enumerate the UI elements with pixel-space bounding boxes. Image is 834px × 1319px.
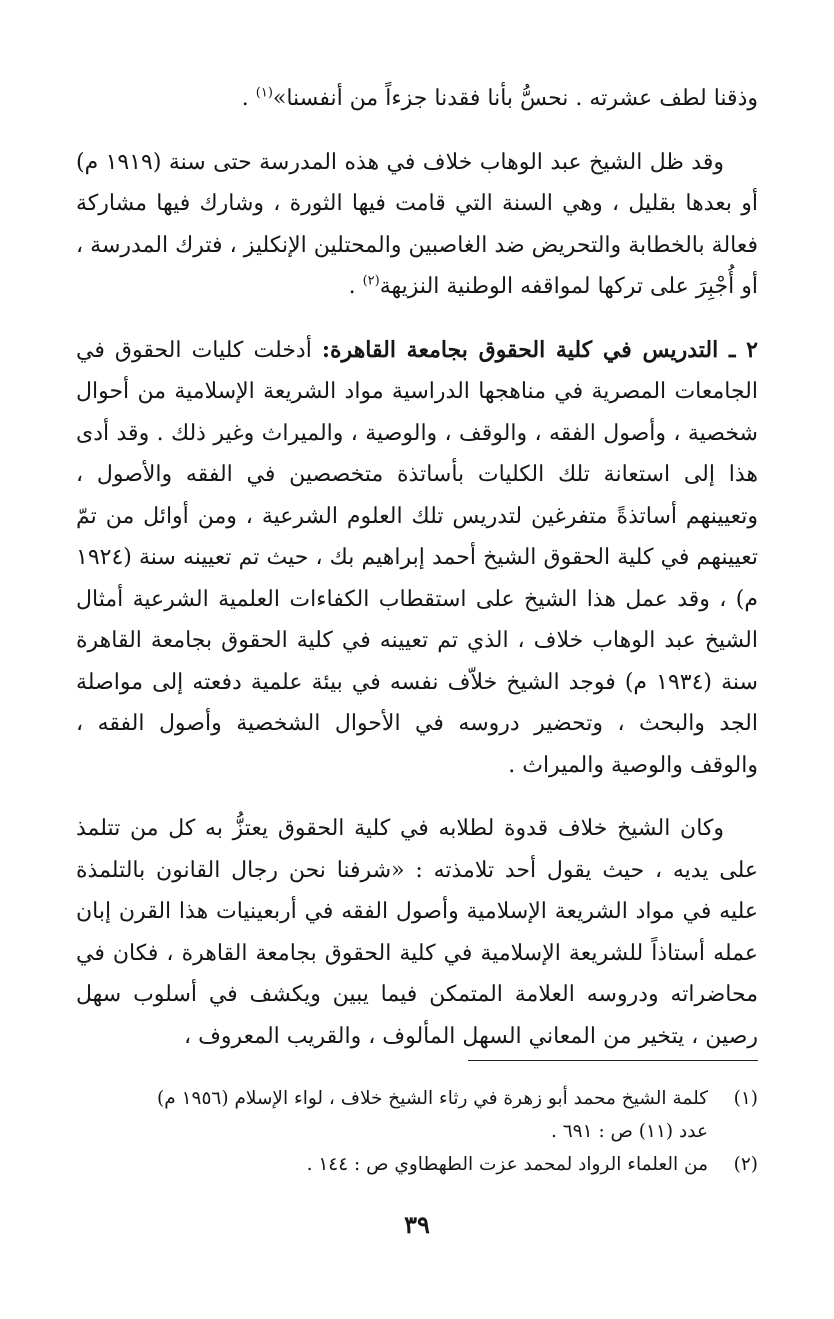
footnote-ref-1[interactable]: (١) — [255, 85, 273, 101]
footnotes — [76, 1082, 758, 1181]
footnote-number: (٢) — [733, 1154, 758, 1175]
footnote-ref-2[interactable]: (٢) — [362, 273, 380, 289]
page-number: ٣٩ — [404, 1210, 430, 1239]
footnote-text: من العلماء الرواد لمحمد عزت الطهطاوي ص : ١٤٤ . — [306, 1154, 708, 1175]
paragraph-end: . — [241, 86, 256, 111]
paragraph-text: وذقنا لطف عشرته . نحسُّ بأنا فقدنا جزءاً من أنفسنا» — [272, 86, 758, 111]
footnote-number: (١) — [733, 1088, 758, 1109]
paragraph-revolution — [76, 142, 758, 308]
section-heading: ٢ ـ التدريس في كلية الحقوق بجامعة القاهرة: — [321, 336, 758, 363]
paragraph-teaching — [76, 330, 758, 787]
footnote-divider — [468, 1060, 758, 1061]
footnote-text: كلمة الشيخ محمد أبو زهرة في رثاء الشيخ خلاف ، لواء الإسلام (١٩٥٦ م) — [157, 1088, 708, 1109]
paragraph-text: وكان الشيخ خلاف قدوة لطلابه في كلية الحقوق يعتزُّ به كل من تتلمذ على يديه ، حيث يقول أحد تلامذته : «شرفنا نحن رجال القانون بالتلمذة عليه في مواد الشريعة الإسلامية وأصول الفقه في أربعينيات هذا القرن إبان عمله أستاذاً للشريعة الإسلامية في كلية الحقوق بجامعة القاهرة ، فكان في محاضراته ودروسه العلامة المتمكن فيما يبين ويكشف في أسلوب سهل رصين ، يتخير من المعاني السهل المألوف ، والقريب المعروف ، — [76, 816, 758, 1049]
paragraph-text: وقد ظل الشيخ عبد الوهاب خلاف في هذه المدرسة حتى سنة (١٩١٩ م) أو بعدها بقليل ، وهي السنة التي قامت فيها الثورة ، وشارك فيها مشاركة فعالة بالخطابة والتحريض ضد الغاصبين والمحتلين الإنكليز ، فترك المدرسة ، أو أُجْبِرَ على تركها لمواقفه الوطنية النزيهة — [76, 149, 758, 299]
footnote-2 — [76, 1148, 758, 1181]
paragraph-continued — [76, 78, 758, 120]
footnote-1 — [76, 1082, 758, 1115]
paragraph-end: . — [348, 274, 363, 299]
footnote-1-continued: عدد (١١) ص : ٦٩١ . — [550, 1121, 708, 1142]
paragraph-students — [76, 808, 758, 1057]
paragraph-text: أدخلت كليات الحقوق في الجامعات المصرية في مناهجها الدراسية مواد الشريعة الإسلامية من أحوال شخصية ، وأصول الفقه ، والوقف ، والوصية ، والميراث وغير ذلك . وقد أدى هذا إلى استعانة تلك الكليات بأساتذة متخصصين في الفقه والأصول ، وتعيينهم أساتذةً متفرغين لتدريس تلك العلوم الشرعية ، ومن أوائل من تمّ تعيينهم في كلية الحقوق الشيخ أحمد إبراهيم بك ، حيث تم تعيينه سنة (١٩٢٤ م) ، وقد عمل هذا الشيخ على استقطاب الكفاءات العلمية الشرعية أمثال الشيخ عبد الوهاب خلاف ، الذي تم تعيينه في كلية الحقوق بجامعة القاهرة سنة (١٩٣٤ م) فوجد الشيخ خلاّف نفسه في بيئة علمية دفعته إلى مواصلة الجد والبحث ، وتحضير دروسه في الأحوال الشخصية وأصول الفقه ، والوقف والوصية والميراث . — [76, 337, 758, 778]
